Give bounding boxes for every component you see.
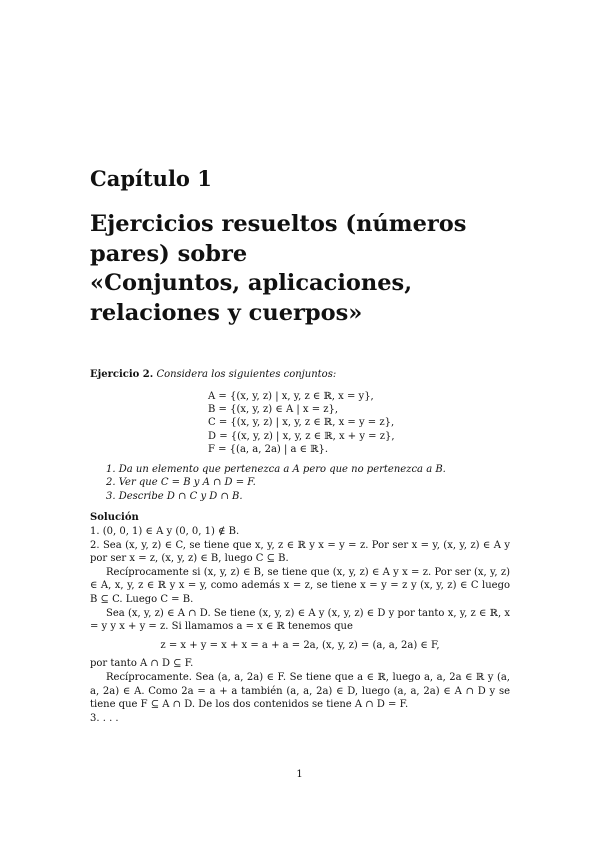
solution-heading: Solución	[90, 512, 139, 524]
set-definition: A = {(x, y, z) | x, y, z ∈ ℝ, x = y},	[208, 390, 374, 402]
solution-paragraph: 3. . . .	[90, 712, 119, 724]
solution-paragraph: Recíprocamente. Sea (a, a, 2a) ∈ F. Se tiene que a ∈ ℝ, luego a, a, 2a ∈ ℝ y (a, a, 2a) ∈ A. Como 2a = a + a también (a, a, 2a) ∈ D, luego (a, a, 2a) ∈ A ∩ D y se tiene que F ⊆ A ∩ D. De los dos contenidos se tiene A ∩ D = F.	[90, 671, 510, 711]
display-equation: z = x + y = x + x = a + a = 2a, (x, y, z) = (a, a, 2a) ∈ F,	[160, 639, 440, 651]
set-definition: B = {(x, y, z) ∈ A | x = z},	[208, 404, 339, 415]
exercise-statement	[90, 368, 510, 382]
set-definition: D = {(x, y, z) | x, y, z ∈ ℝ, x + y = z},	[208, 430, 395, 442]
solution-paragraph: por tanto A ∩ D ⊆ F.	[90, 658, 194, 670]
set-definition: C = {(x, y, z) | x, y, z ∈ ℝ, x = y = z},	[208, 417, 395, 429]
exercise-label: Ejercicio 2.	[90, 369, 154, 380]
chapter-title	[90, 210, 510, 328]
set-definition: F = {(a, a, 2a) | a ∈ ℝ}.	[208, 444, 329, 456]
task-item: 3. Describe D ∩ C y D ∩ B.	[106, 490, 243, 502]
title-line: Ejercicios resueltos (números	[90, 211, 467, 237]
set-definitions	[208, 390, 510, 457]
title-line: «Conjuntos, aplicaciones,	[90, 270, 413, 296]
page-number: 1	[296, 769, 303, 780]
task-list	[106, 463, 510, 504]
solution-paragraph: 2. Sea (x, y, z) ∈ C, se tiene que x, y, z ∈ ℝ y x = y = z. Por ser x = y, (x, y, z) ∈ A y por ser x = z, (x, y, z) ∈ B, luego C ⊆ B.	[90, 539, 510, 565]
task-item: 2. Ver que C = B y A ∩ D = F.	[106, 477, 256, 489]
title-line: pares) sobre	[90, 240, 248, 267]
solution-paragraph: Recíprocamente si (x, y, z) ∈ B, se tiene que (x, y, z) ∈ A y x = z. Por ser (x, y, z) ∈ A, x, y, z ∈ ℝ y x = y, como además x = z, se tiene x = y = z y (x, y, z) ∈ C luego B ⊆ C. Luego C = B.	[90, 566, 510, 605]
title-line: relaciones y cuerpos»	[90, 299, 363, 326]
chapter-heading: Capítulo 1	[90, 166, 212, 191]
body-text	[90, 368, 510, 725]
task-item: 1. Da un elemento que pertenezca a A pero que no pertenezca a B.	[106, 463, 446, 475]
exercise-prompt: Considera los siguientes conjuntos:	[156, 369, 337, 380]
solution-paragraph: Sea (x, y, z) ∈ A ∩ D. Se tiene (x, y, z) ∈ A y (x, y, z) ∈ D y por tanto x, y, z ∈ ℝ, x = y y x + y = z. Si llamamos a = x ∈ ℝ tenemos que	[90, 607, 510, 633]
solution-paragraph: 1. (0, 0, 1) ∈ A y (0, 0, 1) ∉ B.	[90, 526, 240, 537]
